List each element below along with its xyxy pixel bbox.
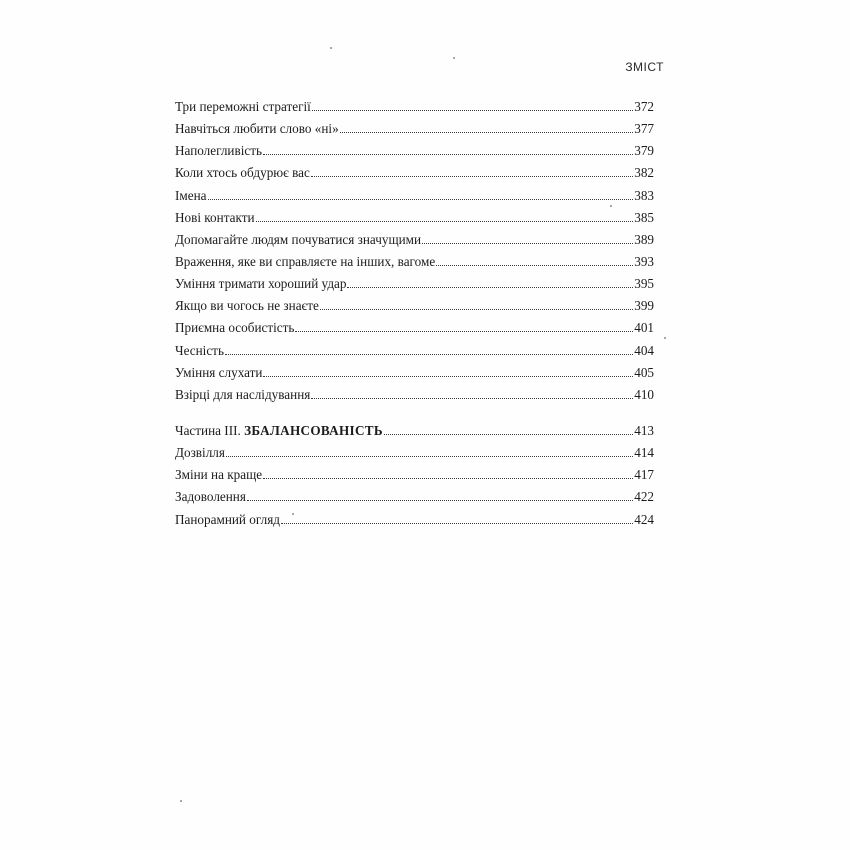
toc-entry-title: Взірці для наслідування	[175, 386, 311, 402]
toc-entry	[175, 140, 654, 162]
toc-entry-page: 379	[634, 143, 654, 159]
toc-entry-page: 393	[634, 253, 654, 269]
toc-entry-page: 417	[634, 467, 654, 483]
dot-leader	[256, 221, 634, 222]
toc-entry-page: 389	[634, 231, 654, 247]
toc-entry-page: 401	[634, 320, 654, 336]
scan-speck	[453, 57, 455, 59]
part-heading	[175, 420, 654, 442]
toc-entry	[175, 486, 654, 508]
toc-entry-page: 414	[634, 445, 654, 461]
toc-entry-title: Нові контакти	[175, 209, 255, 225]
dot-leader	[347, 287, 633, 288]
toc-entry-title: Зміни на краще	[175, 467, 263, 483]
running-head: ЗМІСТ	[625, 60, 664, 74]
toc-entry	[175, 384, 654, 406]
scan-speck	[330, 47, 332, 49]
toc-entry-title: Коли хтось обдурює вас	[175, 165, 310, 181]
toc-entry-page: 424	[634, 511, 654, 527]
toc-entry-title: Чесність	[175, 342, 224, 358]
toc-entry	[175, 509, 654, 531]
toc-entry-title: Три переможні стратегії	[175, 99, 311, 114]
dot-leader	[311, 176, 633, 177]
toc-entry	[175, 96, 654, 118]
dot-leader	[340, 132, 634, 133]
toc-entry-title: Дозвілля	[175, 445, 225, 461]
toc-entry-page: 404	[634, 342, 654, 358]
toc-entry-title: Імена	[175, 187, 207, 203]
toc-entry	[175, 340, 654, 362]
toc-entry	[175, 464, 654, 486]
toc-entry-page: 399	[634, 298, 654, 314]
table-of-contents	[175, 96, 654, 531]
toc-entry-page: 377	[634, 121, 654, 137]
toc-entry-page: 383	[634, 187, 654, 203]
dot-leader	[312, 110, 633, 111]
toc-entry	[175, 251, 654, 273]
part-heading-page: 413	[634, 422, 654, 438]
scan-speck	[610, 205, 612, 207]
toc-entry	[175, 442, 654, 464]
toc-entry	[175, 273, 654, 295]
part-heading-prefix: Частина III.	[175, 422, 241, 438]
toc-entry-page: 422	[634, 489, 654, 505]
dot-leader	[320, 309, 633, 310]
dot-leader	[225, 354, 633, 355]
dot-leader	[263, 478, 633, 479]
toc-entry-page: 372	[634, 99, 654, 114]
dot-leader	[295, 331, 633, 332]
toc-entry-title: Якщо ви чогось не знаєте	[175, 298, 319, 314]
dot-leader	[422, 243, 633, 244]
toc-entry-title: Панорамний огляд	[175, 511, 280, 527]
toc-entry-title: Приємна особистість	[175, 320, 295, 336]
toc-entry	[175, 295, 654, 317]
dot-leader	[247, 500, 633, 501]
scan-speck	[292, 513, 294, 515]
toc-entry-title: Задоволення	[175, 489, 246, 505]
toc-entry-page: 385	[634, 209, 654, 225]
toc-entry	[175, 118, 654, 140]
toc-entry-page: 410	[634, 386, 654, 402]
scan-speck	[180, 800, 182, 802]
part-heading-title	[175, 420, 383, 442]
toc-entry-page: 405	[634, 364, 654, 380]
toc-entry	[175, 207, 654, 229]
section-gap	[175, 406, 654, 420]
toc-entry	[175, 185, 654, 207]
toc-entry-title: Уміння слухати	[175, 364, 263, 380]
toc-entry-title: Враження, яке ви справляєте на інших, вагоме	[175, 253, 436, 269]
dot-leader	[281, 523, 633, 524]
part-heading-name: ЗБАЛАНСОВАНІСТЬ	[244, 422, 383, 438]
toc-entry	[175, 317, 654, 339]
dot-leader	[311, 398, 633, 399]
toc-entry-title: Наполегливість	[175, 143, 263, 159]
toc-entry	[175, 362, 654, 384]
dot-leader	[263, 376, 633, 377]
toc-entry-title: Навчіться любити слово «ні»	[175, 121, 339, 137]
dot-leader	[384, 434, 633, 435]
dot-leader	[226, 456, 633, 457]
toc-entry-title: Уміння тримати хороший удар	[175, 276, 347, 292]
dot-leader	[263, 154, 633, 155]
toc-entry-page: 382	[634, 165, 654, 181]
dot-leader	[208, 199, 634, 200]
toc-entry-page: 395	[634, 276, 654, 292]
scan-speck	[664, 337, 666, 339]
dot-leader	[436, 265, 633, 266]
toc-entry-title: Допомагайте людям почуватися значущими	[175, 231, 422, 247]
toc-entry	[175, 229, 654, 251]
toc-entry	[175, 162, 654, 184]
